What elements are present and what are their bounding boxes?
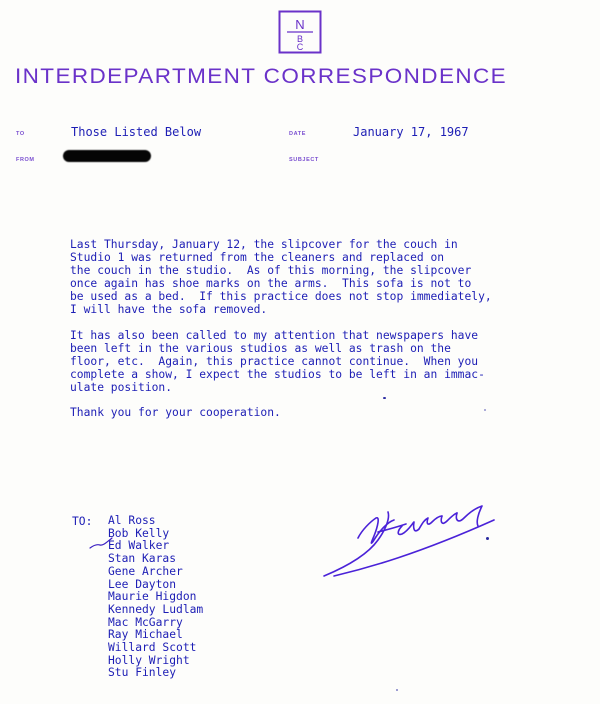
ink-speck bbox=[486, 537, 489, 540]
from-label: FROM bbox=[16, 157, 35, 163]
recipient-name: Bob Kelly bbox=[108, 526, 170, 540]
to-value: Those Listed Below bbox=[71, 125, 202, 139]
recipient-name: Stan Karas bbox=[108, 552, 177, 566]
checkmark-icon bbox=[88, 536, 114, 554]
recipient-name: Mac McGarry bbox=[108, 615, 183, 629]
recipient-name: Gene Archer bbox=[108, 564, 183, 578]
body-paragraph-2: It has also been called to my attention that newspapers have been left in the various studios as well as trash on the floor, etc. Again, this practice cannot continue. When you complete a show, I expect the studios to be left in an immac- ulate position. bbox=[70, 328, 485, 394]
date-value: January 17, 1967 bbox=[353, 125, 469, 139]
distribution-label: TO: bbox=[72, 515, 93, 528]
recipient-name: Ray Michael bbox=[108, 628, 183, 642]
recipient-name: Al Ross bbox=[108, 514, 156, 527]
subject-label: SUBJECT bbox=[289, 157, 319, 163]
recipient-name: Willard Scott bbox=[108, 641, 197, 655]
recipient-name: Ed Walker bbox=[108, 539, 170, 553]
ink-speck bbox=[396, 689, 398, 691]
svg-text:N: N bbox=[295, 17, 305, 32]
ink-speck bbox=[484, 409, 486, 411]
recipient-name: Maurie Higdon bbox=[108, 590, 197, 604]
recipient-name: Holly Wright bbox=[108, 653, 190, 667]
recipient-name: Stu Finley bbox=[108, 666, 177, 680]
to-label: TO bbox=[16, 131, 25, 137]
date-label: DATE bbox=[289, 131, 306, 137]
body-paragraph-3: Thank you for your cooperation. bbox=[70, 406, 281, 420]
svg-text:B: B bbox=[296, 34, 304, 44]
recipient-name: Lee Dayton bbox=[108, 577, 177, 591]
recipient-name: Kennedy Ludlam bbox=[108, 602, 204, 616]
header-title: INTERDEPARTMENT CORRESPONDENCE bbox=[15, 64, 508, 88]
from-redaction bbox=[63, 150, 151, 162]
signature-icon bbox=[318, 496, 510, 582]
memo-body bbox=[70, 238, 580, 419]
nbc-logo bbox=[278, 10, 322, 54]
ink-speck bbox=[383, 397, 386, 399]
distribution-list bbox=[108, 515, 203, 680]
body-paragraph-1: Last Thursday, January 12, the slipcover for the couch in Studio 1 was returned from the cleaners and replaced on the couch in the studio. As of this morning, the slipcover once again has shoe marks on the arms. This sofa is not to be used as a bed. If this practice does not stop immediately, I will have the sofa removed. bbox=[70, 238, 492, 317]
svg-text:C: C bbox=[296, 42, 304, 52]
